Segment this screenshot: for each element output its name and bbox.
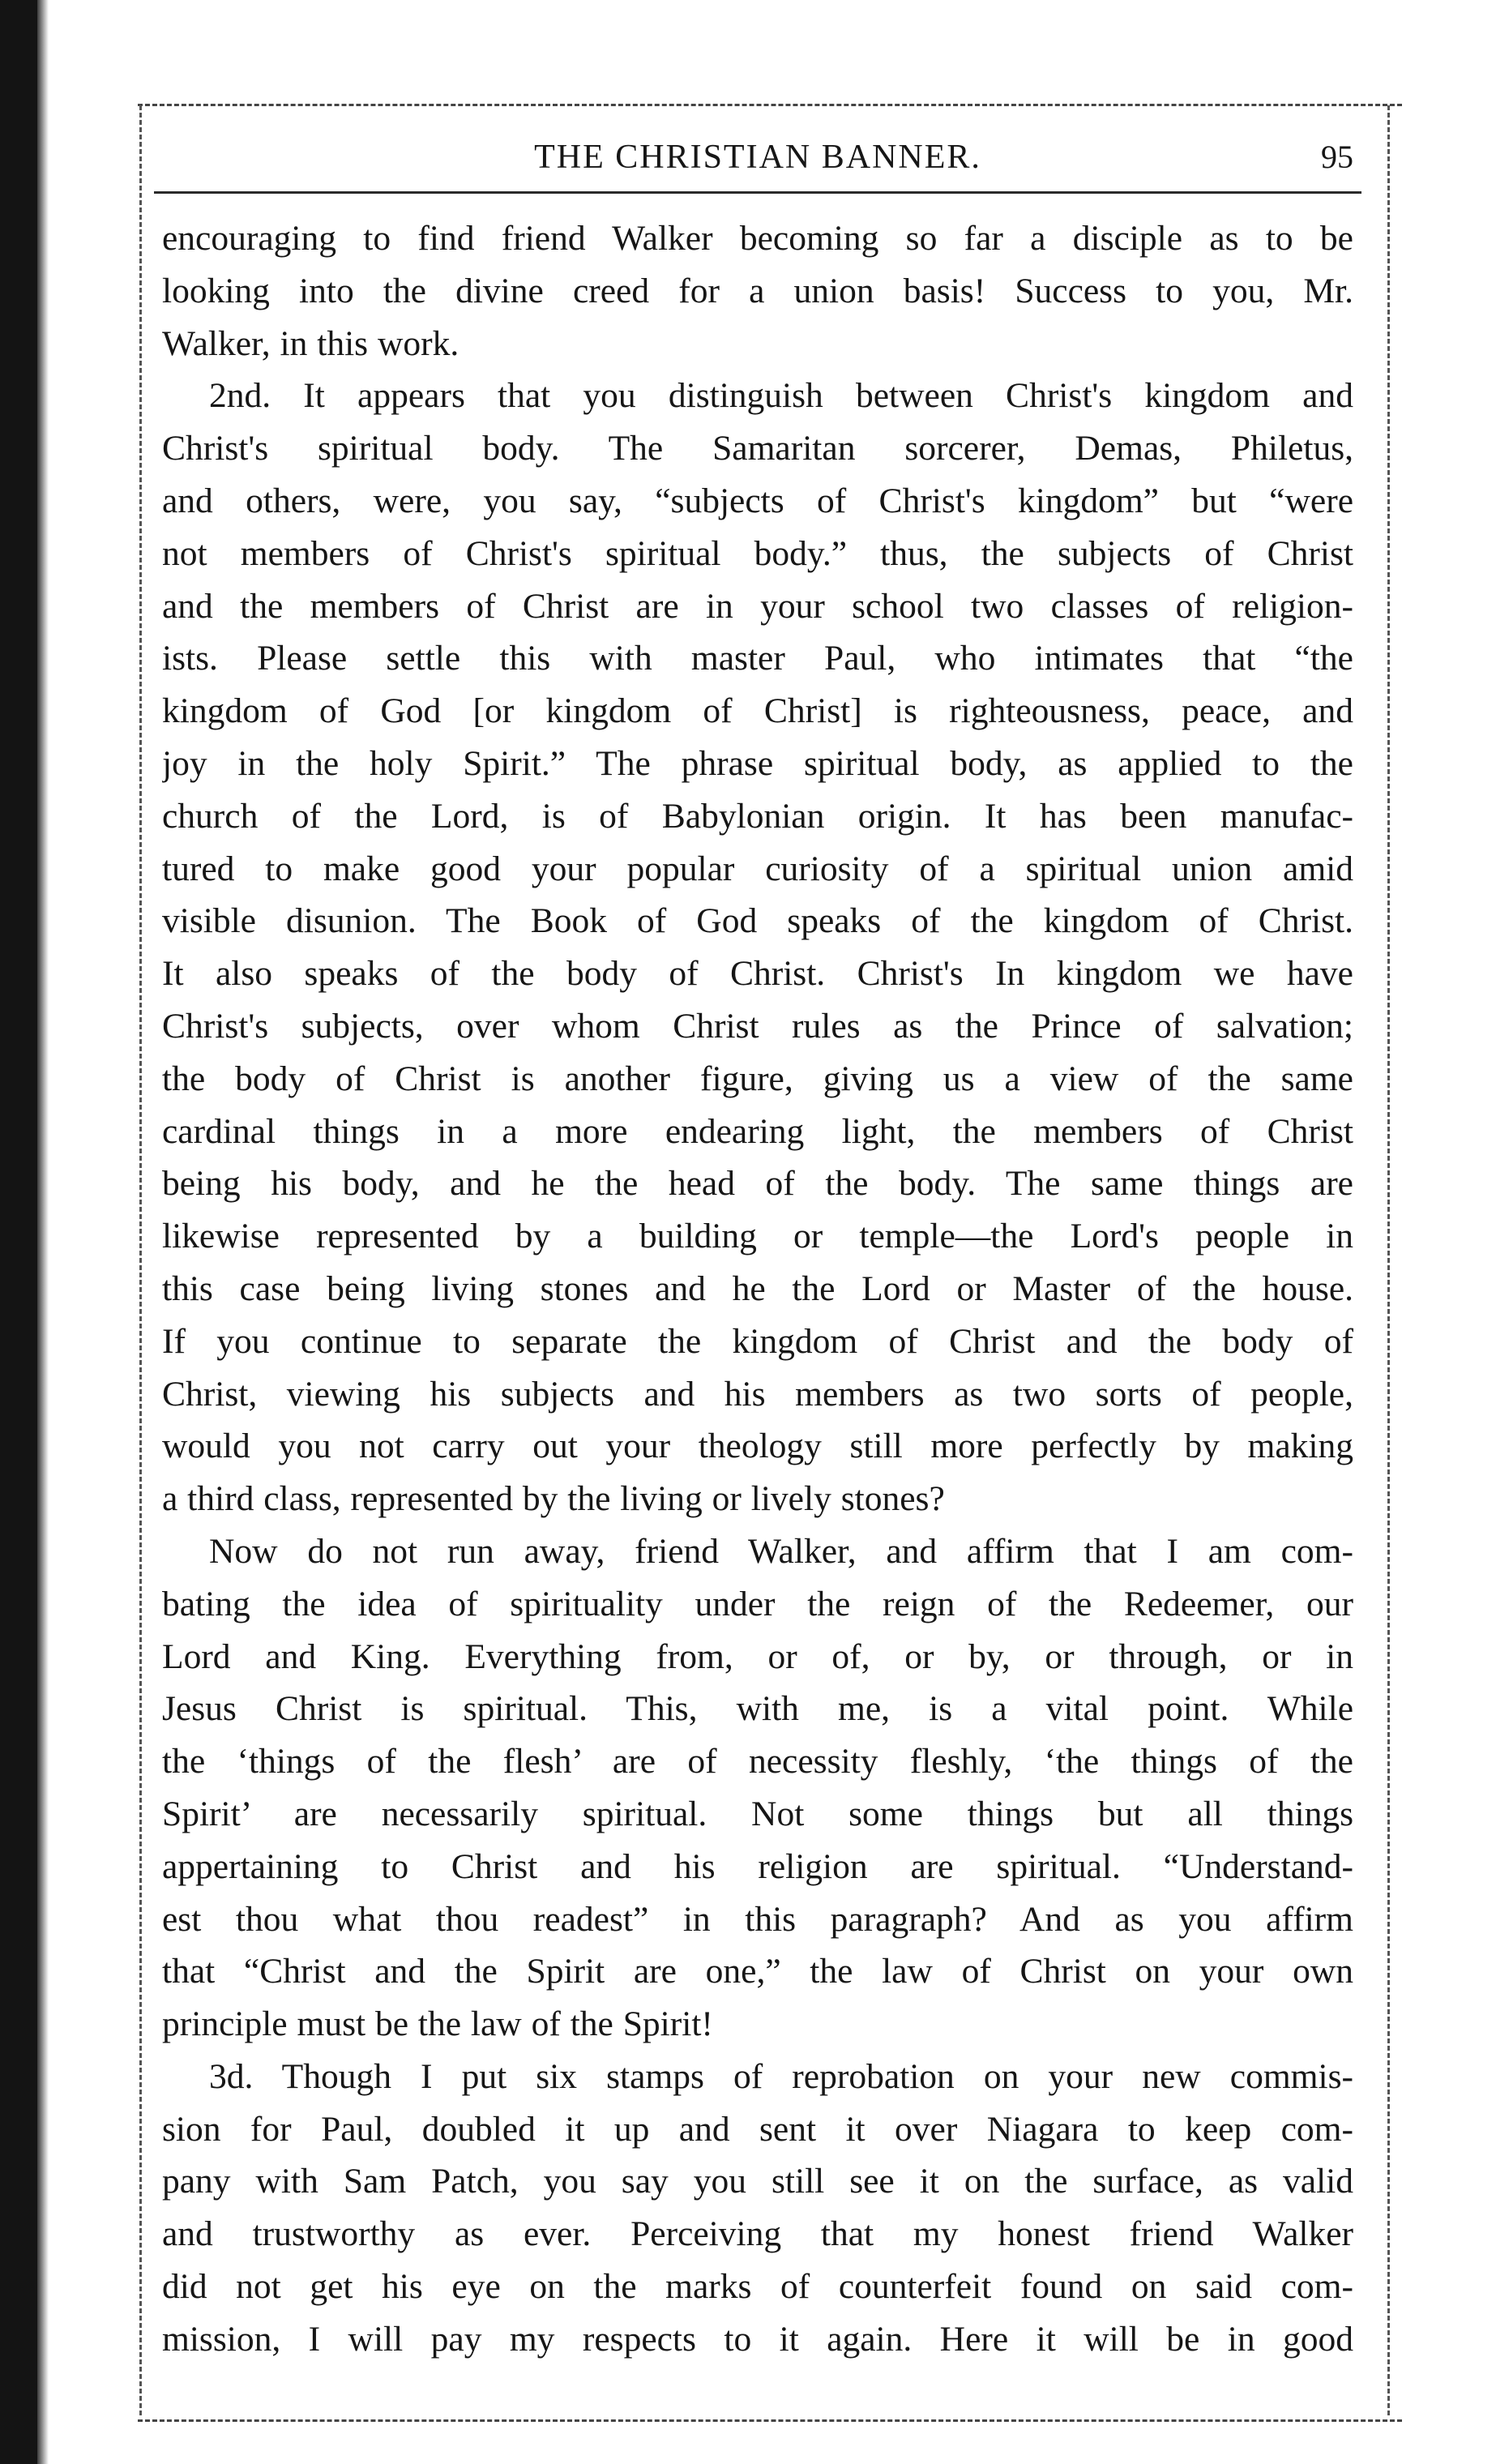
- scan-dark-edge: [0, 0, 37, 2464]
- text-line: est thou what thou readest” in this paragraph? And as you affirm: [162, 1899, 1353, 1939]
- text-line: the body of Christ is another figure, giving us a view of the same: [162, 1059, 1353, 1098]
- text-line: It also speaks of the body of Christ. Christ's In kingdom we have: [162, 954, 1353, 994]
- text-line: the ‘things of the flesh’ are of necessity fleshly, ‘the things of the: [162, 1742, 1353, 1782]
- text-line: and others, were, you say, “subjects of Christ's kingdom” but “were: [162, 481, 1353, 520]
- paragraph-start-line: 3d. Though I put six stamps of reprobation on your new commis-: [209, 2056, 1353, 2096]
- text-line: principle must be the law of the Spirit!: [162, 2004, 713, 2044]
- left-border-dashes: [139, 105, 142, 2415]
- text-line: not members of Christ's spiritual body.” thus, the subjects of Christ: [162, 533, 1353, 573]
- text-line: appertaining to Christ and his religion are spiritual. “Understand-: [162, 1846, 1353, 1886]
- header-rule: [154, 191, 1361, 194]
- text-line: Jesus Christ is spiritual. This, with me, is a vital point. While: [162, 1689, 1353, 1729]
- text-line: church of the Lord, is of Babylonian origin. It has been manufac-: [162, 796, 1353, 836]
- article-body: [162, 212, 1353, 2366]
- text-line: encouraging to find friend Walker becoming so far a disciple as to be: [162, 219, 1353, 258]
- text-line: that “Christ and the Spirit are one,” the law of Christ on your own: [162, 1952, 1353, 1991]
- text-line: Spirit’ are necessarily spiritual. Not some things but all things: [162, 1794, 1353, 1833]
- text-line: Christ's subjects, over whom Christ rules as the Prince of salvation;: [162, 1006, 1353, 1046]
- paragraph-start-line: 2nd. It appears that you distinguish between Christ's kingdom and: [209, 376, 1353, 416]
- text-line: kingdom of God [or kingdom of Christ] is righteousness, peace, and: [162, 691, 1353, 731]
- text-line: and the members of Christ are in your school two classes of religion-: [162, 586, 1353, 626]
- text-line: mission, I will pay my respects to it again. Here it will be in good: [162, 2319, 1353, 2359]
- text-line: did not get his eye on the marks of counterfeit found on said com-: [162, 2267, 1353, 2307]
- journal-title: THE CHRISTIAN BANNER.: [534, 139, 981, 176]
- text-line: and trustworthy as ever. Perceiving that my honest friend Walker: [162, 2214, 1353, 2254]
- bottom-border-dashes: [138, 2419, 1402, 2422]
- text-line: If you continue to separate the kingdom of Christ and the body of: [162, 1321, 1353, 1361]
- text-line: likewise represented by a building or temple—the Lord's people in: [162, 1217, 1353, 1256]
- text-line: sion for Paul, doubled it up and sent it over Niagara to keep com-: [162, 2109, 1353, 2149]
- text-line: cardinal things in a more endearing light, the members of Christ: [162, 1111, 1353, 1151]
- text-line: being his body, and he the head of the body. The same things are: [162, 1164, 1353, 1204]
- text-line: Lord and King. Everything from, or of, or by, or through, or in: [162, 1636, 1353, 1676]
- text-line: joy in the holy Spirit.” The phrase spiritual body, as applied to the: [162, 743, 1353, 783]
- text-line: looking into the divine creed for a union basis! Success to you, Mr.: [162, 271, 1353, 310]
- scan-edge-shadow: [37, 0, 49, 2464]
- text-line: ists. Please settle this with master Paul, who intimates that “the: [162, 639, 1353, 678]
- running-header: [162, 128, 1353, 185]
- text-line: pany with Sam Patch, you say you still see it on the surface, as valid: [162, 2162, 1353, 2201]
- text-line: would you not carry out your theology still more perfectly by making: [162, 1427, 1353, 1466]
- text-line: Christ, viewing his subjects and his members as two sorts of people,: [162, 1374, 1353, 1414]
- right-border-dashes: [1387, 105, 1390, 2415]
- text-line: Christ's spiritual body. The Samaritan sorcerer, Demas, Philetus,: [162, 429, 1353, 468]
- text-line: visible disunion. The Book of God speaks of the kingdom of Christ.: [162, 901, 1353, 941]
- top-border-dashes: [138, 104, 1402, 106]
- text-line: Walker, in this work.: [162, 323, 459, 363]
- page-number: 95: [1321, 139, 1353, 175]
- paragraph-start-line: Now do not run away, friend Walker, and affirm that I am com-: [209, 1531, 1353, 1571]
- text-line: a third class, represented by the living or lively stones?: [162, 1479, 945, 1519]
- text-line: this case being living stones and he the Lord or Master of the house.: [162, 1268, 1353, 1308]
- text-line: bating the idea of spirituality under the reign of the Redeemer, our: [162, 1584, 1353, 1623]
- text-line: tured to make good your popular curiosity of a spiritual union amid: [162, 849, 1353, 888]
